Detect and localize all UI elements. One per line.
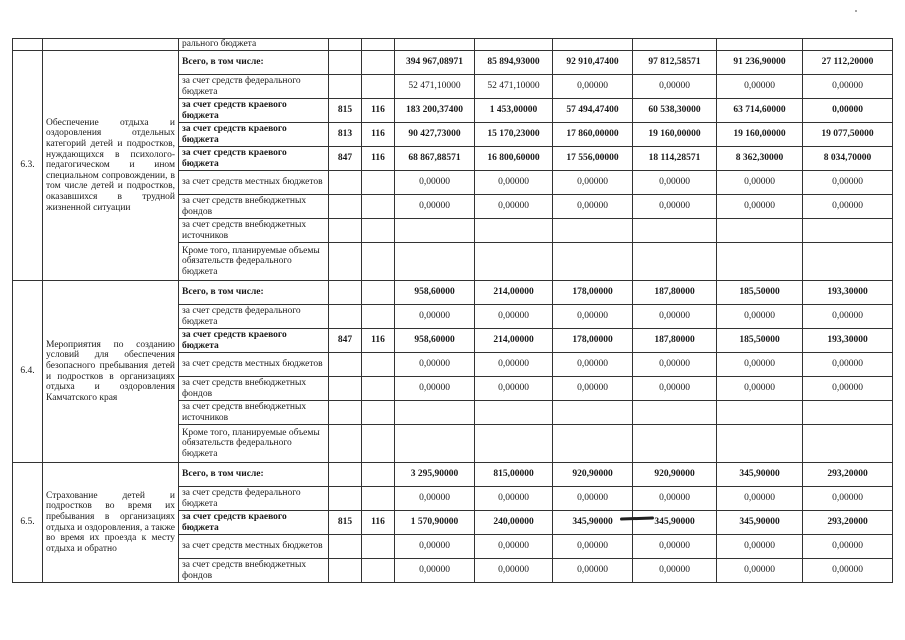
value-cell: 0,00000 <box>553 75 633 99</box>
source-cell: Всего, в том числе: <box>179 51 329 75</box>
value-cell: 0,00000 <box>633 195 717 219</box>
section-number: 6.5. <box>13 463 43 583</box>
value-cell: 0,00000 <box>395 535 475 559</box>
grbs-cell <box>329 281 362 305</box>
code-cell <box>362 401 395 425</box>
source-cell: Всего, в том числе: <box>179 463 329 487</box>
value-cell: 214,00000 <box>475 329 553 353</box>
value-cell: 193,30000 <box>803 281 893 305</box>
value-cell: 0,00000 <box>803 305 893 329</box>
value-cell: 0,00000 <box>633 377 717 401</box>
value-cell: 0,00000 <box>803 99 893 123</box>
value-cell: 0,00000 <box>553 535 633 559</box>
value-cell <box>395 219 475 243</box>
value-cell: 0,00000 <box>717 171 803 195</box>
value-cell <box>633 425 717 463</box>
value-cell: 0,00000 <box>475 559 553 583</box>
value-cell: 0,00000 <box>553 171 633 195</box>
code-cell <box>362 425 395 463</box>
value-cell: 3 295,90000 <box>395 463 475 487</box>
value-cell: 0,00000 <box>633 535 717 559</box>
value-cell <box>395 425 475 463</box>
section-name: Обеспечение отдыха и оздоровления отдельных категорий детей и подростков, нуждающихся в психолого-педагогическом и ином специальном сопровождении, в том числе детей и подростков, оказавшихся в трудной жизненной ситуации <box>43 51 179 281</box>
value-cell: 293,20000 <box>803 463 893 487</box>
table-row <box>13 51 893 75</box>
value-cell: 0,00000 <box>803 353 893 377</box>
value-cell: 0,00000 <box>803 377 893 401</box>
value-cell: 0,00000 <box>475 171 553 195</box>
value-cell: 0,00000 <box>395 171 475 195</box>
code-cell <box>362 171 395 195</box>
value-cell: 0,00000 <box>553 305 633 329</box>
grbs-cell <box>329 75 362 99</box>
value-cell: 0,00000 <box>803 171 893 195</box>
value-cell: 0,00000 <box>803 487 893 511</box>
value-cell: 17 556,00000 <box>553 147 633 171</box>
grbs-cell <box>329 425 362 463</box>
value-cell <box>717 401 803 425</box>
value-cell: 0,00000 <box>717 535 803 559</box>
value-cell: 0,00000 <box>475 535 553 559</box>
value-cell <box>475 39 553 51</box>
value-cell: 187,80000 <box>633 281 717 305</box>
value-cell: 19 160,00000 <box>633 123 717 147</box>
value-cell: 0,00000 <box>717 75 803 99</box>
section-number: 6.4. <box>13 281 43 463</box>
value-cell: 0,00000 <box>475 487 553 511</box>
value-cell <box>553 401 633 425</box>
value-cell: 0,00000 <box>553 377 633 401</box>
source-cell: Кроме того, планируемые объемы обязательств федерального бюджета <box>179 425 329 463</box>
source-cell: за счет средств краевого бюджета <box>179 511 329 535</box>
value-cell: 92 910,47400 <box>553 51 633 75</box>
value-cell: 0,00000 <box>717 559 803 583</box>
value-cell: 345,90000 <box>717 511 803 535</box>
code-cell: 116 <box>362 329 395 353</box>
value-cell: 0,00000 <box>717 377 803 401</box>
value-cell: 958,60000 <box>395 329 475 353</box>
value-cell: 0,00000 <box>475 305 553 329</box>
table-body <box>13 39 893 583</box>
source-cell: за счет средств федерального бюджета <box>179 487 329 511</box>
value-cell: 185,50000 <box>717 281 803 305</box>
grbs-cell <box>329 195 362 219</box>
value-cell: 815,00000 <box>475 463 553 487</box>
code-cell <box>362 463 395 487</box>
value-cell: 0,00000 <box>553 353 633 377</box>
code-cell <box>362 195 395 219</box>
value-cell: 0,00000 <box>553 559 633 583</box>
value-cell: 345,90000 <box>633 511 717 535</box>
source-cell: за счет средств краевого бюджета <box>179 99 329 123</box>
value-cell <box>395 243 475 281</box>
value-cell: 0,00000 <box>717 487 803 511</box>
value-cell: 0,00000 <box>395 305 475 329</box>
grbs-cell <box>329 51 362 75</box>
source-cell: за счет средств краевого бюджета <box>179 147 329 171</box>
grbs-cell: 847 <box>329 147 362 171</box>
code-cell <box>362 281 395 305</box>
grbs-cell <box>329 463 362 487</box>
value-cell: 920,90000 <box>633 463 717 487</box>
value-cell <box>553 39 633 51</box>
source-cell: рального бюджета <box>179 39 329 51</box>
value-cell: 60 538,30000 <box>633 99 717 123</box>
grbs-cell <box>329 305 362 329</box>
code-cell <box>362 243 395 281</box>
code-cell: 116 <box>362 99 395 123</box>
value-cell <box>717 243 803 281</box>
code-cell <box>362 377 395 401</box>
value-cell: 178,00000 <box>553 281 633 305</box>
value-cell: 0,00000 <box>633 559 717 583</box>
value-cell <box>553 425 633 463</box>
value-cell: 193,30000 <box>803 329 893 353</box>
value-cell: 178,00000 <box>553 329 633 353</box>
num-cell <box>13 39 43 51</box>
value-cell: 8 362,30000 <box>717 147 803 171</box>
value-cell: 920,90000 <box>553 463 633 487</box>
value-cell <box>633 401 717 425</box>
source-cell: за счет средств федерального бюджета <box>179 75 329 99</box>
grbs-cell: 847 <box>329 329 362 353</box>
code-cell <box>362 75 395 99</box>
value-cell: 27 112,20000 <box>803 51 893 75</box>
grbs-cell <box>329 243 362 281</box>
value-cell <box>633 39 717 51</box>
table-row <box>13 281 893 305</box>
budget-table <box>12 38 893 583</box>
value-cell: 0,00000 <box>395 487 475 511</box>
value-cell: 214,00000 <box>475 281 553 305</box>
value-cell <box>475 219 553 243</box>
code-cell: 116 <box>362 147 395 171</box>
value-cell: 52 471,10000 <box>395 75 475 99</box>
section-number: 6.3. <box>13 51 43 281</box>
source-cell: за счет средств внебюджетных фондов <box>179 195 329 219</box>
grbs-cell: 815 <box>329 99 362 123</box>
value-cell: 57 494,47400 <box>553 99 633 123</box>
value-cell: 0,00000 <box>803 75 893 99</box>
source-cell: за счет средств внебюджетных источников <box>179 219 329 243</box>
grbs-cell <box>329 535 362 559</box>
value-cell: 1 453,00000 <box>475 99 553 123</box>
value-cell: 185,50000 <box>717 329 803 353</box>
code-cell <box>362 487 395 511</box>
value-cell: 240,00000 <box>475 511 553 535</box>
source-cell: Кроме того, планируемые объемы обязательств федерального бюджета <box>179 243 329 281</box>
value-cell <box>475 425 553 463</box>
value-cell: 0,00000 <box>475 377 553 401</box>
table-row <box>13 463 893 487</box>
value-cell: 394 967,08971 <box>395 51 475 75</box>
value-cell: 958,60000 <box>395 281 475 305</box>
value-cell <box>553 219 633 243</box>
value-cell <box>475 243 553 281</box>
value-cell: 0,00000 <box>633 353 717 377</box>
value-cell: 183 200,37400 <box>395 99 475 123</box>
value-cell <box>717 39 803 51</box>
value-cell <box>803 401 893 425</box>
code-cell <box>362 353 395 377</box>
value-cell <box>803 243 893 281</box>
value-cell: 15 170,23000 <box>475 123 553 147</box>
value-cell <box>717 219 803 243</box>
source-cell: за счет средств краевого бюджета <box>179 329 329 353</box>
code-cell: 116 <box>362 511 395 535</box>
source-cell: за счет средств местных бюджетов <box>179 535 329 559</box>
value-cell: 19 077,50000 <box>803 123 893 147</box>
scan-speck <box>855 10 857 12</box>
value-cell: 345,90000 <box>553 511 633 535</box>
source-cell: за счет средств федерального бюджета <box>179 305 329 329</box>
grbs-cell <box>329 171 362 195</box>
value-cell: 17 860,00000 <box>553 123 633 147</box>
value-cell: 0,00000 <box>803 535 893 559</box>
value-cell: 97 812,58571 <box>633 51 717 75</box>
section-name: Страхование детей и подростков во время их пребывания в организациях отдыха и оздоровления, а также во время их проезда к месту отдыха и обратно <box>43 463 179 583</box>
grbs-cell <box>329 353 362 377</box>
value-cell: 0,00000 <box>633 75 717 99</box>
value-cell <box>803 425 893 463</box>
value-cell: 0,00000 <box>475 195 553 219</box>
value-cell: 63 714,60000 <box>717 99 803 123</box>
value-cell: 0,00000 <box>395 195 475 219</box>
value-cell: 1 570,90000 <box>395 511 475 535</box>
grbs-cell: 813 <box>329 123 362 147</box>
value-cell: 0,00000 <box>717 353 803 377</box>
source-cell: за счет средств внебюджетных фондов <box>179 377 329 401</box>
value-cell: 0,00000 <box>717 305 803 329</box>
source-cell: за счет средств внебюджетных фондов <box>179 559 329 583</box>
value-cell: 19 160,00000 <box>717 123 803 147</box>
grbs-cell <box>329 39 362 51</box>
value-cell: 0,00000 <box>395 559 475 583</box>
grbs-cell <box>329 487 362 511</box>
grbs-cell <box>329 401 362 425</box>
value-cell: 91 236,90000 <box>717 51 803 75</box>
value-cell: 0,00000 <box>633 305 717 329</box>
value-cell: 90 427,73000 <box>395 123 475 147</box>
value-cell: 187,80000 <box>633 329 717 353</box>
value-cell: 68 867,88571 <box>395 147 475 171</box>
value-cell <box>633 219 717 243</box>
value-cell: 18 114,28571 <box>633 147 717 171</box>
value-cell: 0,00000 <box>633 487 717 511</box>
code-cell <box>362 535 395 559</box>
value-cell <box>803 39 893 51</box>
source-cell: за счет средств краевого бюджета <box>179 123 329 147</box>
source-cell: за счет средств внебюджетных источников <box>179 401 329 425</box>
grbs-cell <box>329 219 362 243</box>
grbs-cell <box>329 559 362 583</box>
value-cell <box>475 401 553 425</box>
value-cell <box>395 39 475 51</box>
value-cell: 0,00000 <box>475 353 553 377</box>
grbs-cell <box>329 377 362 401</box>
code-cell: 116 <box>362 123 395 147</box>
code-cell <box>362 559 395 583</box>
value-cell: 0,00000 <box>803 195 893 219</box>
source-cell: за счет средств местных бюджетов <box>179 171 329 195</box>
value-cell: 85 894,93000 <box>475 51 553 75</box>
value-cell: 0,00000 <box>803 559 893 583</box>
value-cell <box>717 425 803 463</box>
code-cell <box>362 39 395 51</box>
code-cell <box>362 305 395 329</box>
value-cell: 52 471,10000 <box>475 75 553 99</box>
value-cell: 0,00000 <box>717 195 803 219</box>
table-row <box>13 39 893 51</box>
value-cell: 8 034,70000 <box>803 147 893 171</box>
value-cell: 0,00000 <box>633 171 717 195</box>
value-cell: 0,00000 <box>553 487 633 511</box>
source-cell: Всего, в том числе: <box>179 281 329 305</box>
value-cell: 0,00000 <box>395 377 475 401</box>
code-cell <box>362 219 395 243</box>
name-cell <box>43 39 179 51</box>
value-cell: 345,90000 <box>717 463 803 487</box>
value-cell: 16 800,60000 <box>475 147 553 171</box>
value-cell <box>633 243 717 281</box>
value-cell: 293,20000 <box>803 511 893 535</box>
section-name: Мероприятия по созданию условий для обеспечения безопасного пребывания детей и подростков в организациях отдыха и оздоровления Камчатского края <box>43 281 179 463</box>
value-cell: 0,00000 <box>553 195 633 219</box>
source-cell: за счет средств местных бюджетов <box>179 353 329 377</box>
value-cell <box>553 243 633 281</box>
grbs-cell: 815 <box>329 511 362 535</box>
code-cell <box>362 51 395 75</box>
value-cell: 0,00000 <box>395 353 475 377</box>
value-cell <box>395 401 475 425</box>
value-cell <box>803 219 893 243</box>
